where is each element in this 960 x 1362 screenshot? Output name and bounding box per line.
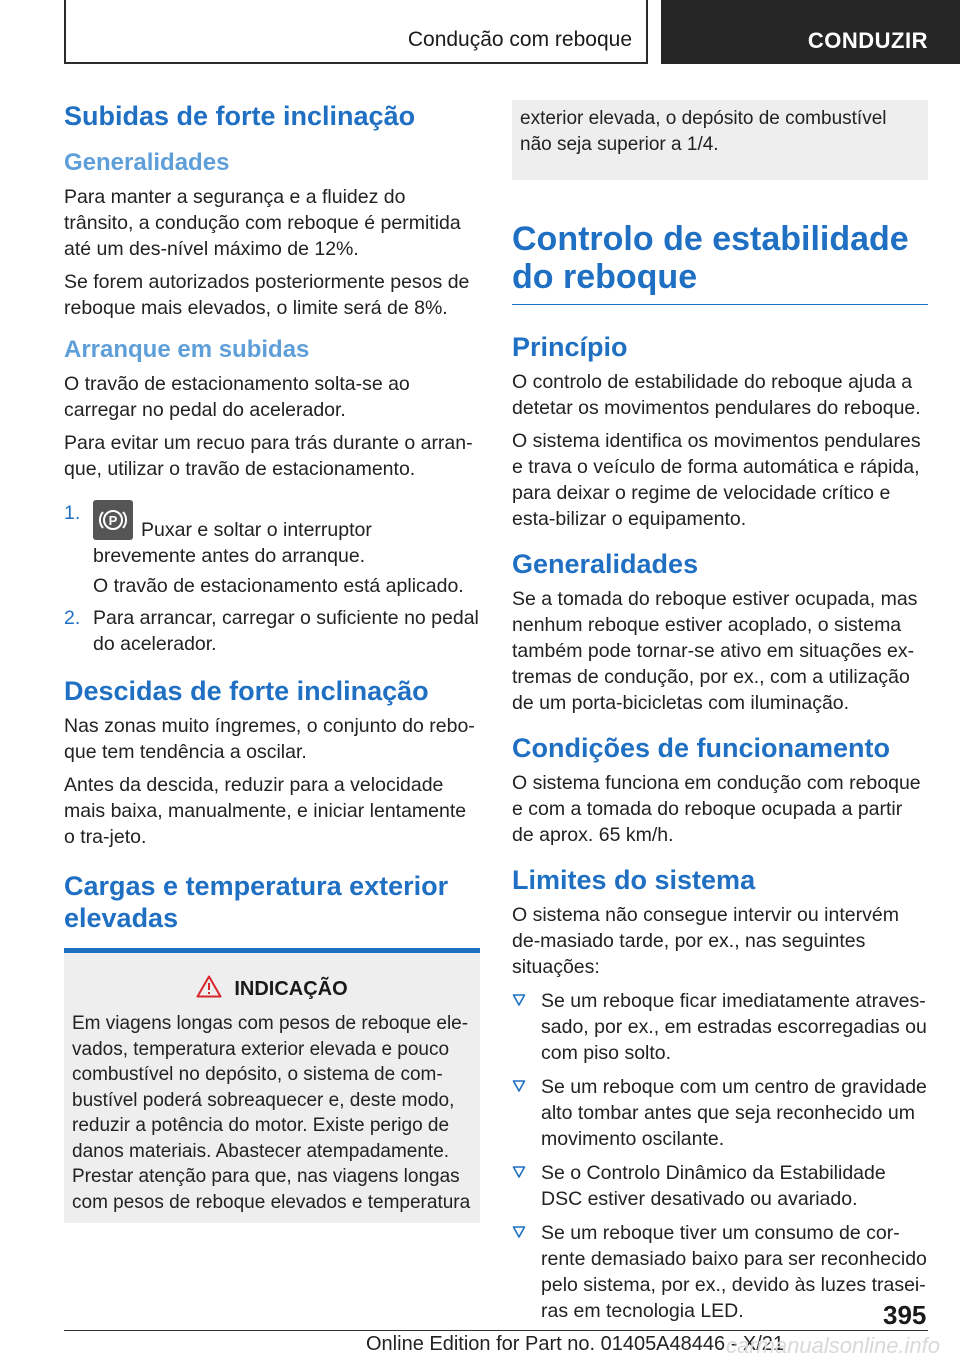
steps-list — [64, 500, 480, 657]
warning-note-continued — [512, 100, 928, 180]
limits-list — [512, 988, 928, 1324]
list-item — [512, 1160, 928, 1212]
warning-triangle-icon — [196, 975, 222, 1003]
triangle-bullet-icon — [512, 1079, 526, 1098]
footer-edition: Online Edition for Part no. 01405A48446 - X/21 — [366, 1333, 785, 1355]
heading-loads-temperature: Cargas e temperatura exterior elevadas — [64, 871, 449, 933]
paragraph-conditions: O sistema funciona em condução com reboque e com a tomada do reboque ocupada a partir de aprox. 65 km/h. — [512, 772, 921, 846]
heading-hill-start: Arranque em subidas — [64, 336, 310, 363]
chapter-tab-label: CONDUZIR — [807, 28, 928, 53]
list-item — [512, 1074, 928, 1152]
heading-operating-conditions: Condições de funcionamento — [512, 733, 891, 763]
paragraph-principle-2: O sistema identifica os movimentos pendulares e trava o veículo de forma automática e rápida, para deixar o regime de velocidade crítico e esta-bilizar o equipamento. — [512, 430, 921, 530]
bullet-text: Se um reboque tiver um consumo de cor-rente demasiado baixo para ser reconhecido pelo sistema, por ex., devido às luzes trasei-ras em tecnologia LED. — [541, 1222, 927, 1322]
page-number: 395 — [883, 1300, 927, 1330]
list-item — [512, 988, 928, 1066]
paragraph-descent-1: Nas zonas muito íngremes, o conjunto do rebo-que tem tendência a oscilar. — [64, 715, 475, 763]
paragraph-general-1: Para manter a segurança e a fluidez do trânsito, a condução com reboque é permitida até um des-nível máximo de 12%. — [64, 186, 461, 260]
bullet-text: Se um reboque com um centro de gravidade alto tombar antes que seja reconhecido um movimento oscilante. — [541, 1076, 927, 1150]
paragraph-limits: O sistema não consegue intervir ou intervém de-masiado tarde, por ex., nas seguintes situações: — [512, 904, 899, 978]
step-text: Puxar e soltar o interruptor brevemente antes do arranque. — [93, 519, 372, 567]
heading-principle: Princípio — [512, 332, 628, 362]
right-column — [512, 100, 928, 1332]
bullet-text: Se um reboque ficar imediatamente atraves-sado, por ex., em estradas escorregadias ou com piso solto. — [541, 990, 927, 1064]
paragraph-start-2: Para evitar um recuo para trás durante o arran-que, utilizar o travão de estacionamento. — [64, 432, 473, 480]
triangle-bullet-icon — [512, 993, 526, 1012]
watermark: carmanualsonline.info — [726, 1333, 941, 1358]
chapter-tab[interactable] — [661, 0, 960, 64]
paragraph-general-right: Se a tomada do reboque estiver ocupada, mas nenhum reboque estiver acoplado, o sistema também pode tornar-se ativo em situações ex-tremas de condução, por ex., com a utilização de um porta-bicicletas com iluminação. — [512, 588, 918, 714]
note-title: INDICAÇÃO — [234, 977, 348, 1000]
list-item — [64, 605, 480, 657]
paragraph-general-2: Se forem autorizados posteriormente pesos de reboque mais elevados, o limite será de 8%. — [64, 271, 470, 319]
paragraph-principle-1: O controlo de estabilidade do reboque ajuda a detetar os movimentos pendulares do reboque. — [512, 371, 921, 419]
paragraph-descent-2: Antes da descida, reduzir para a velocidade mais baixa, manualmente, e iniciar lentamente o tra-jeto. — [64, 774, 467, 848]
step-subtext: O travão de estacionamento está aplicado. — [93, 575, 464, 597]
step-text: Para arrancar, carregar o suficiente no pedal do acelerador. — [93, 607, 479, 655]
header-section-box — [64, 0, 648, 64]
section-divider — [512, 304, 928, 305]
heading-general-right: Generalidades — [512, 549, 699, 579]
heading-general-left: Generalidades — [64, 149, 230, 176]
heading-system-limits: Limites do sistema — [512, 865, 756, 895]
list-item — [512, 1220, 928, 1324]
left-column — [64, 100, 480, 1223]
heading-steep-climbs: Subidas de forte inclinação — [64, 101, 416, 131]
step-number: 2. — [64, 607, 81, 629]
parking-brake-icon — [93, 500, 133, 540]
heading-steep-descents: Descidas de forte inclinação — [64, 676, 429, 706]
triangle-bullet-icon — [512, 1225, 526, 1244]
heading-trailer-stability-control: Controlo de estabilidade do reboque — [512, 220, 909, 296]
footer-divider — [64, 1330, 928, 1331]
note-text: Em viagens longas com pesos de reboque ele-vados, temperatura exterior elevada e pouco combustível no depósito, o sistema de com-bustível poderá sobreaquecer e, deste modo, reduzir a potência do motor. Existe perigo de danos materiais. Abastecer atempadamente. Prestar atenção para que, nas viagens longas com pesos de reboque elevados e temperatura — [72, 1013, 471, 1213]
list-item — [64, 500, 480, 599]
header-section-title: Condução com reboque — [407, 28, 632, 51]
step-number: 1. — [64, 502, 81, 524]
note-continued-text: exterior elevada, o depósito de combustível não seja superior a 1/4. — [520, 108, 887, 155]
paragraph-start-1: O travão de estacionamento solta-se ao carregar no pedal do acelerador. — [64, 373, 410, 421]
svg-text:P: P — [108, 513, 118, 528]
warning-note — [64, 953, 480, 1223]
bullet-text: Se o Controlo Dinâmico da Estabilidade DSC estiver desativado ou avariado. — [541, 1162, 886, 1210]
triangle-bullet-icon — [512, 1165, 526, 1184]
